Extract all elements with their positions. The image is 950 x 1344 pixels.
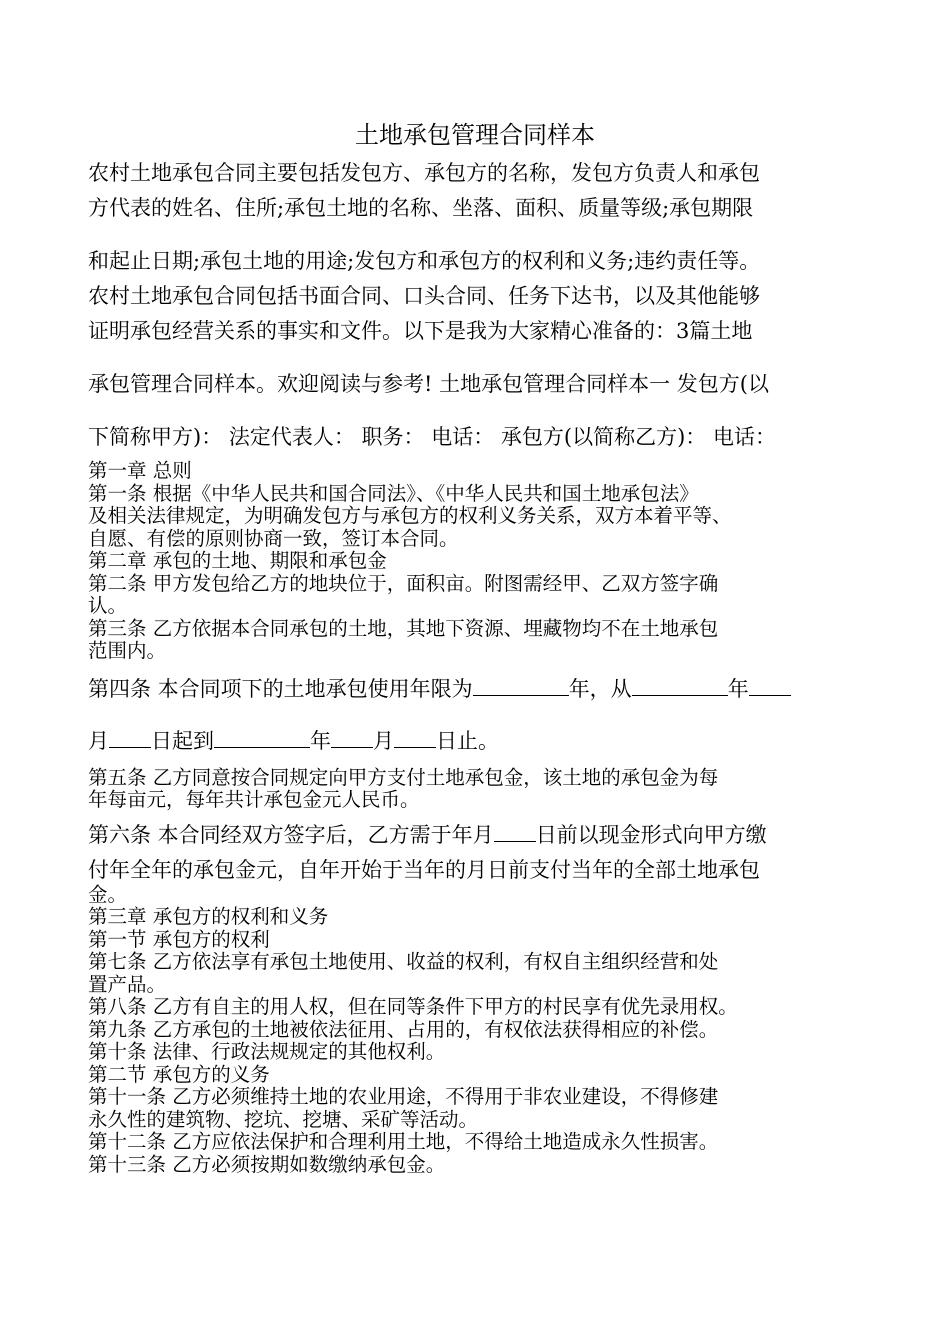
article-line: 第十三条 乙方必须按期如数缴纳承包金。 [88,1152,446,1176]
article-line: 第十二条 乙方应依法保护和合理利用土地，不得给土地造成永久性损害。 [88,1130,719,1153]
article-line: 第十条 法律、行政法规规定的其他权利。 [88,1040,446,1063]
article-line: 第五条 乙方同意按合同规定向甲方支付土地承包金，该土地的承包金为每 [88,765,719,789]
article-line: 永久性的建筑物、挖坑、挖塘、采矿等活动。 [88,1107,479,1131]
intro-line: 下简称甲方)： 法定代表人： 职务： 电话： 承包方(以简称乙方)： 电话： [88,425,776,449]
blank-field [749,675,791,696]
blank-field [214,727,310,748]
blank-field [109,727,151,748]
blank-field [394,727,436,748]
article-line: 第二条 甲方发包给乙方的地块位于，面积亩。附图需经甲、乙双方签字确 [88,571,719,595]
article-4-line-2: 月 日起到 年 月 日止。 [88,728,499,753]
article-line: 认。 [88,594,128,617]
article-line: 第八条 乙方有自主的用人权，但在同等条件下甲方的村民享有优先录用权。 [88,995,738,1018]
article-6-line-1: 第六条 本合同经双方签字后，乙方需于年月 日前以现金形式向甲方缴 [88,822,767,847]
blank-field [632,675,728,696]
intro-line: 证明承包经营关系的事实和文件。以下是我为大家精心准备的：3篇土地 [88,319,753,343]
article-line: 年每亩元，每年共计承包金元人民币。 [88,788,420,811]
contract-body [88,460,888,1176]
article-6-line-2: 付年全年的承包金元，自年开始于当年的月日前支付当年的全部土地承包 [88,857,760,882]
chapter-heading: 第三章 承包方的权利和义务 [88,905,329,928]
article-line: 第三条 乙方依据本合同承包的土地，其地下资源、埋藏物均不在土地承包 [88,616,719,640]
blank-field [331,727,373,748]
article-line: 第九条 乙方承包的土地被依法征用、占用的，有权依法获得相应的补偿。 [88,1017,719,1041]
article-6-line-3: 金。 [88,882,128,906]
chapter-heading: 第二章 承包的土地、期限和承包金 [88,549,387,572]
intro-line: 承包管理合同样本。欢迎阅读与参考! 土地承包管理合同样本一 发包方(以 [88,372,769,396]
blank-field [494,821,536,842]
article-line: 第十一条 乙方必须维持土地的农业用途，不得用于非农业建设，不得修建 [88,1085,719,1108]
article-line: 自愿、有偿的原则协商一致，签订本合同。 [88,526,459,550]
article-4-line-1: 第四条 本合同项下的土地承包使用年限为 年，从 年 [88,675,888,703]
intro-line: 和起止日期;承包土地的用途;发包方和承包方的权利和义务;违约责任等。 [88,249,761,273]
blank-field [473,675,569,696]
article-line: 第七条 乙方依法享有承包土地使用、收益的权利，有权自主组织经营和处 [88,950,719,973]
article-line: 及相关法律规定，为明确发包方与承包方的权利义务关系，双方本着平等、 [88,504,732,527]
intro-line: 农村土地承包合同包括书面合同、口头合同、任务下达书，以及其他能够 [88,284,760,308]
document-title: 土地承包管理合同样本 [355,122,595,149]
article-line: 范围内。 [88,639,167,662]
chapter-heading: 第一章 总则 [88,459,192,482]
intro-line: 农村土地承包合同主要包括发包方、承包方的名称，发包方负责人和承包 [88,161,760,185]
section-heading: 第一节 承包方的权利 [88,927,270,951]
section-heading: 第二节 承包方的义务 [88,1062,270,1086]
article-line: 置产品。 [88,972,167,996]
article-line: 第一条 根据《中华人民共和国合同法》、《中华人民共和国土地承包法》 [88,481,699,505]
intro-line: 方代表的姓名、住所;承包土地的名称、坐落、面积、质量等级;承包期限 [88,196,754,220]
intro-paragraph [88,160,868,451]
